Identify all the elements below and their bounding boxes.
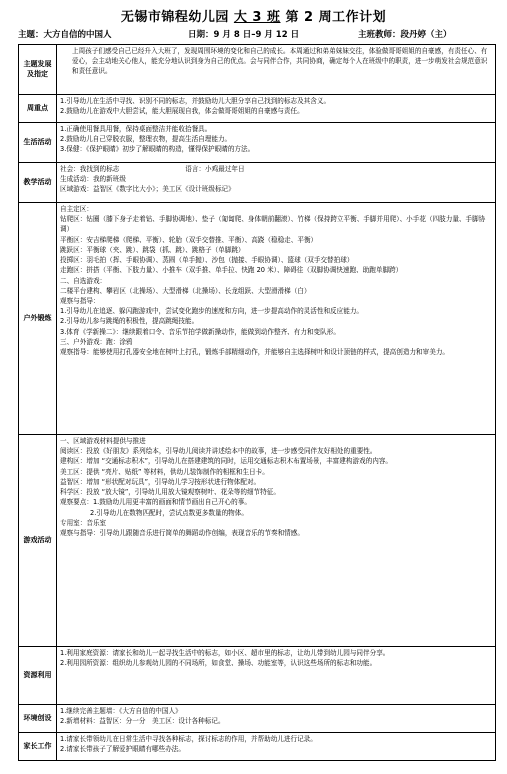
games-line-6: 科学区：投放 “放大镜”，引导幼儿用放大镜观察树叶、花朵等的细节特征。 xyxy=(60,488,280,497)
label-theme-target: 主题发展及指定 xyxy=(19,45,57,95)
content-resources xyxy=(57,647,496,705)
life-line-3: 3.保健：《保护眼睛》初步了解眼睛的构造，懂得保护眼睛的方法。 xyxy=(60,145,255,154)
header-info xyxy=(18,28,496,42)
parents-line-2: 2.请家长带孩子了解爱护眼睛有哪些办法。 xyxy=(60,745,185,754)
parents-line-1: 1.请家长带领幼儿在日常生活中寻找各种标志，探讨标志的作用，并帮助幼儿进行记录。 xyxy=(60,735,317,743)
content-environment xyxy=(57,705,496,733)
teacher-label: 主班教师：段丹婷（主） xyxy=(358,30,452,40)
outdoor-line-3: 平衡区：安吉梯爬梯（爬梯、平衡）、轮胎（双手交替推、平衡）、高跷（稳稳走、平衡） xyxy=(60,235,318,244)
week-focus-line-1: 1.引导幼儿在生活中寻找、识别不同的标志，并鼓励幼儿大胆分享自己找到的标志及其含义。 xyxy=(60,97,331,105)
teaching-line-2: 生成活动：我的新班级 xyxy=(60,175,126,184)
environment-line-1: 1.继续完善主题墙：《大方自信的中国人》 xyxy=(60,707,182,715)
date-label: 日期：9 月 8 日–9 月 12 日 xyxy=(188,30,300,40)
content-games xyxy=(57,435,496,647)
label-outdoor: 户外锻炼 xyxy=(19,203,57,435)
outdoor-line-6: 走跑区：拼搭（平衡、下肢力量）、小推车（双手推、单手拉、快跑 20 米）、障碍往（双脚协调快速跑、助跑单脚跨） xyxy=(60,266,403,275)
games-line-7: 观察要点：1.鼓励幼儿用更丰富的画面和情节画出自己开心的事。 xyxy=(60,498,251,507)
row-resources xyxy=(19,647,496,705)
games-line-3: 建构区：增加 “交通标志积木”，引导幼儿在搭建建筑的同时，运用交通标志积木布置场景，丰富建构游戏的内容。 xyxy=(60,457,393,466)
outdoor-line-13: 三、户外游戏：跑：涂鸦 xyxy=(60,337,133,346)
outdoor-line-1: 自主定区： xyxy=(60,205,93,213)
outdoor-line-8: 二楼平台建构、攀岩区（北操场）、大型滑梯（北操场）、长龙组跃、大型滑滑梯（白） xyxy=(60,286,311,295)
content-theme-target xyxy=(57,45,496,95)
resources-line-1: 1.利用家庭资源：请家长和幼儿一起寻找生活中的标志，如小区、超市里的标志，让幼儿带到幼儿园与同伴分享。 xyxy=(60,649,390,657)
label-life: 生活活动 xyxy=(19,123,57,163)
outdoor-line-12: 3.体育《学新操二》：继续跟着口令、音乐节拍学做新操动作，能做到动作整齐、有力和变队形。 xyxy=(60,327,340,336)
page-title xyxy=(0,6,507,25)
row-life xyxy=(19,123,496,163)
row-environment xyxy=(19,705,496,733)
resources-line-2: 2.利用园所资源：组织幼儿参观幼儿园的不同场所，如食堂、操场、功能室等，认识这些场所的标志和功能。 xyxy=(60,659,377,668)
outdoor-line-11: 2.引导幼儿参与跳绳的积极性，提高跳绳技能。 xyxy=(60,317,199,326)
outdoor-line-10: 1.引导幼儿在追逐、躲闪跑游戏中，尝试变化跑步的速度和方向，进一步提高动作的灵活性和反应能力。 xyxy=(60,307,364,316)
label-week-focus: 周重点 xyxy=(19,95,57,123)
games-line-1: 一、区域游戏材料提供与推进 xyxy=(60,437,146,445)
life-line-2: 2.鼓励幼儿自己穿脱衣服，整理衣物，提高生活自理能力。 xyxy=(60,135,232,144)
games-line-8: 2.引导幼儿在数物匹配时，尝试点数更多数量的物体。 xyxy=(90,508,248,517)
row-teaching xyxy=(19,163,496,203)
games-line-5: 益智区：增加 “形状配对玩具”，引导幼儿学习按形状进行物体配对。 xyxy=(60,477,261,486)
content-teaching xyxy=(57,163,496,203)
outdoor-line-4: 跳跃区：平衡球（夹、跳）、跳袋（抓、跳）、跳格子（单脚跳） xyxy=(60,245,245,254)
outdoor-line-7: 二、自选游戏： xyxy=(60,276,107,285)
plan-table xyxy=(18,44,496,761)
label-parents: 家长工作 xyxy=(19,733,57,761)
school-name: 无锡市锦程幼儿园 xyxy=(120,10,229,25)
class-name: 大 3 班 xyxy=(233,10,281,25)
theme-label: 主题：大方自信的中国人 xyxy=(18,30,112,40)
content-life xyxy=(57,123,496,163)
theme-target-text: 上周孩子们感受自己已经升入大班了，发现周围环境的变化和自己的成长。本周通过和弟弟妹妹交往，体验做哥哥姐姐的自豪感，有责任心、有爱心，会主动地关心他人，能充分地认识到身为自己的优点。会与同伴合作，共同协商，确定每个人在班级中的职责，进一步萌发社会规范意识和责任意识。 xyxy=(72,47,488,76)
outdoor-line-5: 投掷区：羽毛拍（挥、手眼协调）、蒸圆（单手抛）、沙包（抛接、手眼协调）、篮球（双手交替拍球） xyxy=(60,256,354,265)
week-focus-line-2: 2.鼓励幼儿在游戏中大胆尝试，能大胆展现自我，体会做哥哥姐姐的自豪感与责任。 xyxy=(60,107,304,116)
label-games: 游戏活动 xyxy=(19,435,57,647)
life-line-1: 1.正确使用餐具用餐，保持桌面整洁并能收拾餐具。 xyxy=(60,125,212,133)
games-line-4: 美工区：提供 “亮片、贴纸” 等材料，供幼儿装饰制作的相框和生日卡。 xyxy=(60,467,269,476)
row-games xyxy=(19,435,496,647)
games-line-9: 专用室：音乐室 xyxy=(60,518,107,527)
row-outdoor xyxy=(19,203,496,435)
row-week-focus xyxy=(19,95,496,123)
row-theme-target xyxy=(19,45,496,95)
label-resources: 资源利用 xyxy=(19,647,57,705)
row-parents xyxy=(19,733,496,761)
week-title: 第 2 周工作计划 xyxy=(285,10,387,25)
outdoor-line-9: 观察与指导： xyxy=(60,296,100,305)
games-line-10: 观察与指导：引导幼儿跟随音乐进行简单的舞蹈动作创编，表现音乐的节奏和情感。 xyxy=(60,528,304,537)
teaching-line-1: 社会：我找到的标志 语言：小鸡最过年日 xyxy=(60,165,245,173)
environment-line-2: 2.新增材料：益智区：分一分 美工区：设计各种标记。 xyxy=(60,717,225,726)
content-outdoor xyxy=(57,203,496,435)
outdoor-line-14: 观察指导：能够使用打孔器安全地在树叶上打孔，锻炼手部精细动作，并能够自主选择树叶和设计顶链的样式，提高创造力和审美力。 xyxy=(60,348,450,357)
games-line-2: 阅读区：投放《好朋友》系列绘本，引导幼儿阅读并讲述绘本中的故事，进一步感受同伴友好相处的重要性。 xyxy=(60,447,377,456)
outdoor-line-2: 钻爬区：钻圈（膝下身子走着钻、手脚协调地）、垫子（匍匐爬、身体朝前翻滚）、竹梯（保持跨立平衡、手脚并用爬）、小手花（四肢力量、手脚协调） xyxy=(60,215,486,234)
content-week-focus xyxy=(57,95,496,123)
label-environment: 环境创设 xyxy=(19,705,57,733)
label-teaching: 教学活动 xyxy=(19,163,57,203)
teaching-line-3: 区域游戏：益智区《数字比大小》；美工区《设计班级标记》 xyxy=(60,185,235,194)
content-parents xyxy=(57,733,496,761)
